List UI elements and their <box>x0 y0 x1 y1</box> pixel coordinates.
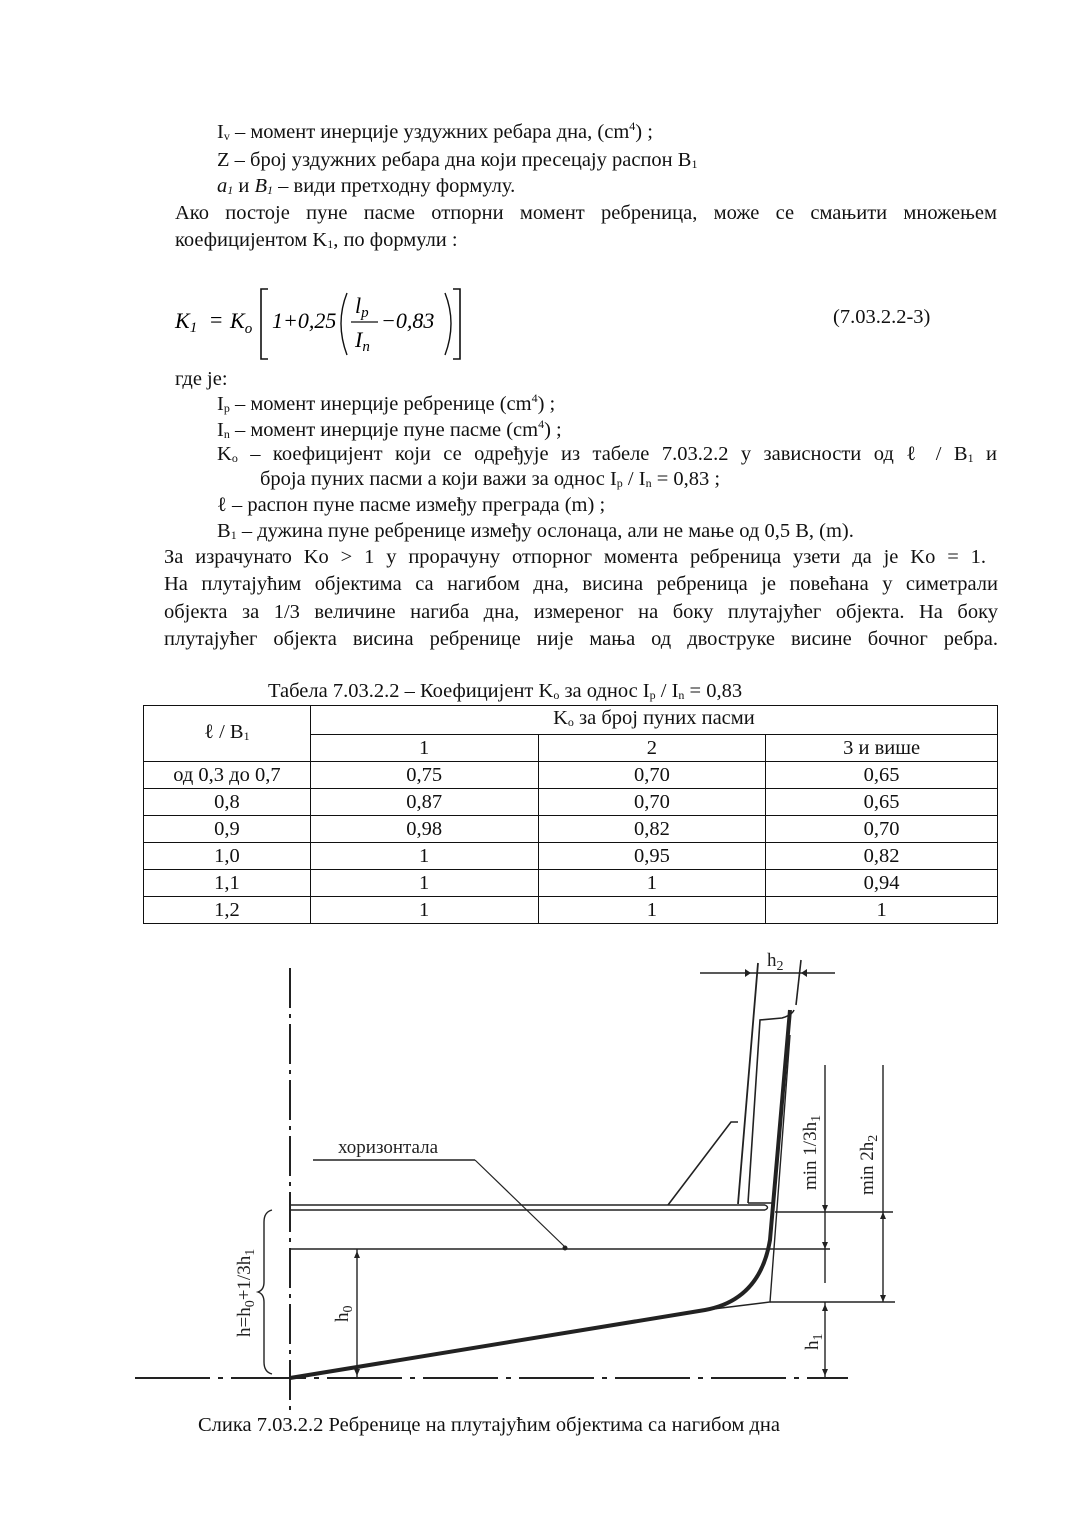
formula-denominator: In <box>355 327 370 355</box>
table-cell: 0,87 <box>310 789 538 816</box>
table-cell: 1 <box>766 897 998 924</box>
paragraph2-line1: За израчунато Ko > 1 у прорачуну отпорног момента ребреница узети да је Ko = 1. <box>164 546 986 568</box>
table-cell: 1 <box>310 870 538 897</box>
definition-b1: $B_1$ – дужина пуне ребренице између ослонаца, али не мање од 0,5 B, (m). <box>217 520 854 542</box>
paragraph2-line2: На плутајућим објектима са нагибом дна, висина ребреница је повећана у симетрали <box>164 573 998 595</box>
label-min-1-3-h1: $\min 1/3h_1$ <box>800 1114 824 1190</box>
table-cell: 0,82 <box>766 843 998 870</box>
table-cell: 0,65 <box>766 762 998 789</box>
group-header-cell: $K_o$ за број пуних пасми <box>310 706 997 735</box>
table-cell: 0,98 <box>310 816 538 843</box>
definition-l: ℓ – распон пуне пасме између преграда (m) ; <box>217 494 606 516</box>
definition-ip: $I_p$ – момент инерције ребренице $(cm^4)$ ; <box>217 391 556 415</box>
paragraph1-line2: коефицијентом $K_1$, по формули : <box>175 229 458 251</box>
paragraph2-line4: плутајућег објекта висина ребренице није мања од двоструке висине бочног ребра. <box>164 628 998 650</box>
formula-minus: −0,83 <box>381 308 435 333</box>
paragraph2-line3: објекта за 1/3 величине нагиба дна, измереног на боку плутајућег објекта. На боку <box>164 601 998 623</box>
table-cell: 1 <box>310 843 538 870</box>
column-header: 2 <box>538 735 766 762</box>
equation-number: (7.03.2.2-3) <box>833 306 931 328</box>
table-cell: 1,0 <box>144 843 311 870</box>
table-cell: 0,9 <box>144 816 311 843</box>
table-cell: 1,2 <box>144 897 311 924</box>
label-h2: $h_2$ <box>767 950 784 974</box>
paragraph1-line1: Ако постоје пуне пасме отпорни момент ребреница, може се смањити множењем <box>175 202 997 224</box>
hull-outline <box>290 1010 790 1378</box>
column-header: 1 <box>310 735 538 762</box>
definition-in: $I_n$ – момент инерције пуне пасме $(cm^4)$ ; <box>217 417 562 441</box>
definition-ko-continued: броја пуних пасми а који важи за однос $I_p / I_n = 0,83$ ; <box>260 468 721 490</box>
table-caption: Табела 7.03.2.2 – Коефицијент $K_o$ за однос $I_p / I_n = 0,83$ <box>268 680 743 702</box>
table-cell: 1 <box>310 897 538 924</box>
table-cell: 0,70 <box>538 762 766 789</box>
formula-lhs: K1 <box>175 308 198 336</box>
formula-ko: $K_o$ <box>230 308 253 337</box>
table-cell: 0,82 <box>538 816 766 843</box>
table-cell: 1 <box>538 897 766 924</box>
label-h1: $h_1$ <box>802 1333 826 1350</box>
formula-one-plus: 1+0,25 <box>272 308 337 333</box>
table-cell: од 0,3 до 0,7 <box>144 762 311 789</box>
table-cell: 0,70 <box>766 816 998 843</box>
table-cell: 1 <box>538 870 766 897</box>
row-header-cell: ℓ / $B_1$ <box>144 706 311 762</box>
formula-numerator: lp <box>355 293 369 321</box>
table-cell: 0,65 <box>766 789 998 816</box>
formula-equals: = <box>210 307 223 332</box>
table-cell: 0,95 <box>538 843 766 870</box>
table-cell: 0,70 <box>538 789 766 816</box>
definition-iv: $I_v$ – момент инерције уздужних ребара дна, $(cm^4)$ ; <box>217 119 653 143</box>
figure-caption: Слика 7.03.2.2 Ребренице на плутајућим објектима са нагибом дна <box>198 1414 780 1436</box>
label-h-total: $h=h_0+1/3h_1$ <box>234 1248 258 1337</box>
table-cell: 0,94 <box>766 870 998 897</box>
definition-z: Z – број уздужних ребара дна који пресецају распон $B_1$ <box>217 149 698 171</box>
label-horizontal: хоризонтала <box>338 1137 439 1158</box>
brace-icon <box>258 1210 272 1374</box>
table-cell: 0,75 <box>310 762 538 789</box>
label-h0: $h_0$ <box>332 1305 356 1322</box>
definition-ko: $K_o$ – коефицијент који се одређује из табеле 7.03.2.2 у зависности од ℓ / $B_1$ и <box>217 443 997 465</box>
definition-a1-b1: $a_1$ и $B_1$ – види претходну формулу. <box>217 175 516 197</box>
label-min-2h2: $\min 2h_2$ <box>857 1134 881 1195</box>
column-header: 3 и више <box>766 735 998 762</box>
table-cell: 1,1 <box>144 870 311 897</box>
where-label: где је: <box>175 368 228 390</box>
table-cell: 0,8 <box>144 789 311 816</box>
